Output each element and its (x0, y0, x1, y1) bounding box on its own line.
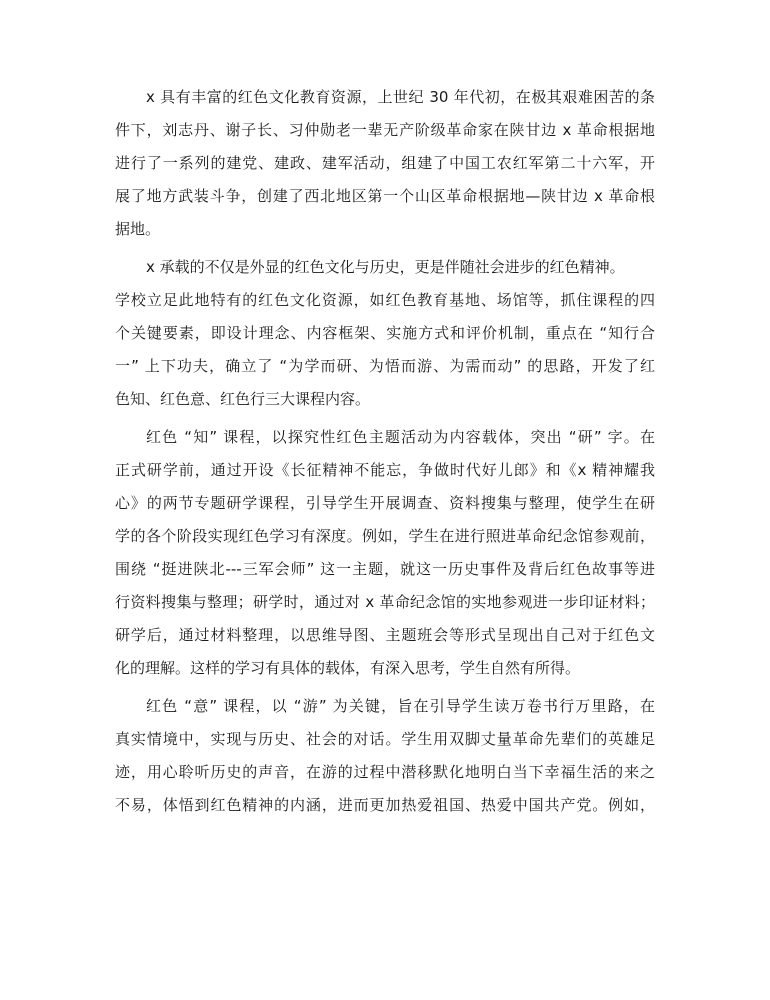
text-line: 真实情境中，实现与历史、社会的对话。学生用双脚丈量革命先辈们的英雄足 (115, 730, 655, 748)
text-line: 展了地方武装斗争，创建了西北地区第一个山区革命根据地—陕甘边 x 革命根 (115, 187, 655, 205)
text-line: 个关键要素，即设计理念、内容框架、实施方式和评价机制，重点在 “知行合 (115, 324, 655, 342)
text-line: 迹，用心聆听历史的声音，在游的过程中潜移默化地明白当下幸福生活的来之 (115, 763, 655, 781)
text-line: 正式研学前，通过开设《长征精神不能忘，争做时代好儿郎》和《x 精神耀我 (115, 461, 655, 479)
text-line: 围绕 “挺进陕北---三军会师” 这一主题，就这一历史事件及背后红色故事等进 (115, 560, 655, 578)
text-line: x 具有丰富的红色文化教育资源，上世纪 30 年代初，在极其艰难困苦的条 (146, 88, 655, 106)
paragraph-1 (115, 81, 655, 246)
text-line: 红色 “意” 课程，以 “游” 为关键，旨在引导学生读万卷书行万里路，在 (146, 697, 655, 715)
paragraph-4 (115, 690, 655, 822)
text-line: 心》的两节专题研学课程，引导学生开展调查、资料搜集与整理，使学生在研 (115, 494, 655, 512)
text-line: x 承载的不仅是外显的红色文化与历史，更是伴随社会进步的红色精神。 (146, 258, 625, 276)
text-line: 学校立足此地特有的红色文化资源，如红色教育基地、场馆等，抓住课程的四 (115, 291, 655, 309)
document-body (115, 81, 655, 827)
text-line: 研学后，通过材料整理，以思维导图、主题班会等形式呈现出自己对于红色文 (115, 626, 655, 644)
text-line: 进行了一系列的建党、建政、建军活动，组建了中国工农红军第二十六军，开 (115, 154, 655, 172)
text-line: 红色 “知” 课程，以探究性红色主题活动为内容载体，突出 “研” 字。在 (146, 428, 655, 446)
text-line: 色知、红色意、红色行三大课程内容。 (115, 390, 371, 408)
text-line: 据地。 (115, 220, 161, 238)
text-line: 件下，刘志丹、谢子长、习仲勋老一辈无产阶级革命家在陕甘边 x 革命根据地 (115, 121, 655, 139)
text-line: 行资料搜集与整理；研学时，通过对 x 革命纪念馆的实地参观进一步印证材料； (115, 593, 655, 611)
text-line: 不易，体悟到红色精神的内涵，进而更加热爱祖国、热爱中国共产党。例如， (115, 796, 655, 814)
text-line: 化的理解。这样的学习有具体的载体，有深入思考，学生自然有所得。 (115, 659, 581, 677)
text-line: 学的各个阶段实现红色学习有深度。例如，学生在进行照进革命纪念馆参观前， (115, 527, 655, 545)
paragraph-2 (115, 251, 655, 416)
paragraph-3 (115, 421, 655, 685)
text-line: 一” 上下功夫，确立了 “为学而研、为悟而游、为需而动” 的思路，开发了红 (115, 357, 655, 375)
